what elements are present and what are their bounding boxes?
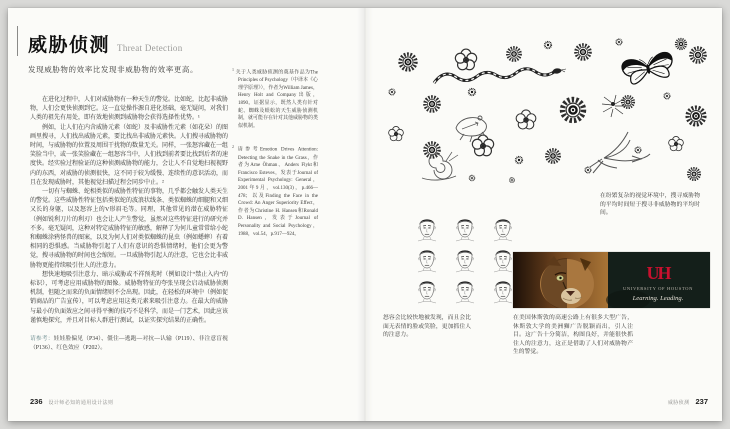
main-text-column <box>30 96 228 353</box>
butterfly-drawing <box>621 51 676 86</box>
see-also-line <box>30 335 228 353</box>
endnote-2 <box>232 143 318 238</box>
faces-row <box>412 276 528 304</box>
spread-fold <box>357 8 373 421</box>
face-sketch <box>450 276 480 304</box>
cougar-banner-image <box>513 252 710 308</box>
running-footer-left: 设计师必知的通用设计法则 <box>48 401 114 406</box>
face-sketch <box>450 214 480 242</box>
bird-drawing <box>590 132 650 173</box>
snake-drawing <box>434 68 566 83</box>
flower-field-illustration <box>376 28 720 190</box>
endnotes-column <box>232 66 318 251</box>
endnote-1 <box>232 66 318 130</box>
body-paragraph: 一切有与蜘蛛、蛇相类似的威胁性特征的事物，几乎都会触发人类天生的警觉。这些威胁性特征包括类似蛇的波浪状线条、类似蜘蛛的细腿和又细又长的身躯，以及怒容上的V形眉毛等。同理，其他常见的潜在威胁特征（例如锐利刀片的利刃）也会让人产生警觉，虽然对这些特征进行的研究并不多。毫无疑问，这种对特定威胁特征的敏感，解释了为何儿童常常给小蛇和蜘蛛涂鸦怪兽的图案，以及为何人们对类似蜘蛛的昆虫（例如蟋蟀）有着相同的恐惧感。当威胁物引起了人们有意识的恐惧情绪时，他们会更为警觉，搜寻威胁物的时间也会缩短。一旦威胁物引起人的注意，它也会比非威胁物更能持续吸引住人的注意力。 <box>30 189 229 269</box>
endnote-text: 请参考Emotion Drives Attention: Detecting the Snake in the Grass，作者为Arne Öhman、Anders Flykt和Francisco Esteves，发表于Journal of Experimental Psychology: General，2001年9月，vol.130(3)，p.466—478；以及Finding the Face in the Crowd: An Anger Superiority Effect，作者为Christine H. Hansen和Ronald D. Hansen，发表于Journal of Personality and Social Psychology，1988，vol.54，p.917—924。 <box>237 148 318 237</box>
face-sketch <box>450 245 480 273</box>
spider-drawing <box>602 95 626 117</box>
tagline-text: Learning. Leading. <box>632 295 684 302</box>
body-paragraph: 例如，让人们在内含威胁元素（如蛇）及非威胁性元素（如花朵）的图画里搜寻，人们找出威胁元素，要比找出非威胁元素快。人们搜寻威胁物的时间，与威胁物的位置及周围干扰物的数量无关。同样，一张怒容藏在一组笑脸当中，或一张笑脸藏在一组怒容当中，人们找到前者要比找到后者的速度快。经实验过程验证的这种侦测威胁物的能力，会让人不自觉地扫视视野内的东西，对威胁的侦测很快，这不同于较为缓慢、连续性的意识活动，而且在发现威胁时，其他视觉扫描过程会同步中止。² <box>30 124 229 186</box>
page-title-english: Threat Detection <box>117 43 183 53</box>
page-edge-mark <box>17 26 18 56</box>
face-sketch <box>412 245 442 273</box>
billboard-figure-caption: 在美国休斯敦的高速公路上有很多大型广告，休斯敦大学的美洲狮广告脱颖而出，引人注目。这广告十分简洁，构图良好，并能很快抓住人的注意力，这正是借助了人们对威胁物产生的警觉。 <box>513 315 633 356</box>
book-spread <box>8 8 722 421</box>
faces-row <box>412 214 528 242</box>
faces-grid-figure <box>412 214 528 307</box>
endnote-number: 1 <box>232 67 234 72</box>
faces-row <box>412 245 528 273</box>
body-paragraph: 在进化过程中，人们对威胁物有一种天生的警觉。比如蛇，比起非威胁物，人们会更快侦测到它。这一直觉操作源自进化基础，毫无疑问，对我们人类的祖先有用处，即有效地侦测到威胁物会获得选择性优势。¹ <box>30 97 229 122</box>
faces-figure-caption: 怒容会比较快地被发现，而且会比面无表情的脸或笑脸，更加抓住人的注意力。 <box>383 315 471 339</box>
page-number-left: 236 <box>30 397 43 406</box>
banner-text-panel <box>606 252 710 308</box>
endnote-text: 关于人类威胁侦测的奠基作品为The Principles of Psychology（中译本《心理学原理》），作者为William James，Henry Holt and Company出版，1890。证据显示，既然人类有针对蛇、蜘蛛及蜈蚣的天生威胁侦测机制，就可能存在针对其他威胁物的类似机制。 <box>235 70 319 129</box>
uh-cougar-billboard <box>513 252 710 308</box>
footer-left <box>30 397 113 406</box>
footer-right <box>568 397 708 406</box>
entry-subtitle: 发现威胁物的效率比发现非威胁物的效率更高。 <box>28 65 199 74</box>
body-paragraph: 想快速地吸引注意力、暗示威胁或不祥预兆时（例如设计“禁止入内”的标识），可考虑应用威胁物的图像。威胁物特征的夸张呈现会启动威胁侦测机制，但随之而来的负面情绪则不会出现。因此，在轻松的环境中（例如促销商品的广告宣传），可以考虑应用这类元素来吸引注意力。在最大的威胁与最小的负面效应之间寻得平衡的技巧不是科学，而是一门艺术，因此应该谨慎地探究，并且对目标人群进行测试，以证实探究结果的正确性。 <box>30 271 229 324</box>
uh-logo: UH <box>646 263 670 283</box>
running-footer-right: 威胁侦测 <box>667 401 690 406</box>
see-also-references: 娃娃脸偏见（P34）、僵住—逃跑—对抗—认输（P119）、非注意盲视（P136）、红色效应（P202）。 <box>30 336 228 351</box>
flower-figure-caption: 在纷繁复杂的视觉环境中，搜寻威胁物的平均时间短于搜寻非威胁物的平均时间。 <box>600 193 700 217</box>
endnote-number: 2 <box>232 144 234 150</box>
face-sketch <box>488 214 518 242</box>
cougar-photo <box>513 252 608 308</box>
face-sketch <box>412 214 442 242</box>
see-also-prefix: 请参考： <box>30 336 54 343</box>
university-name-text: UNIVERSITY OF HOUSTON <box>622 286 694 291</box>
face-sketch <box>412 276 442 304</box>
page-title: 威胁侦测 <box>28 35 111 56</box>
page-number-right: 237 <box>695 397 708 406</box>
